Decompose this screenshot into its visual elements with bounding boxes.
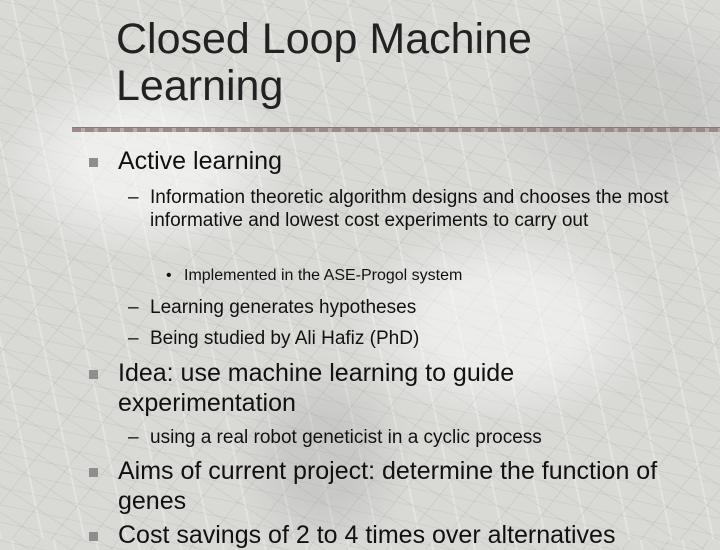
slide-title: Closed Loop Machine Learning: [116, 15, 532, 110]
bullet-square-icon: [89, 158, 98, 167]
sub-bullet-text: using a real robot geneticist in a cyclic process: [150, 427, 542, 448]
title-divider: [72, 127, 720, 132]
sub-bullet-learning-hypotheses: [128, 296, 718, 319]
dash-marker: –: [128, 427, 139, 448]
sub-bullet-text: Learning generates hypotheses: [150, 297, 417, 318]
dash-marker: –: [128, 187, 139, 208]
bullet-active-learning: Active learning: [118, 147, 282, 175]
sub-bullet-information-theoretic: [128, 186, 718, 232]
sub-sub-bullet-text: Implemented in the ASE-Progol system: [184, 267, 463, 284]
bullet-square-icon: [89, 468, 98, 477]
sub-bullet-robot-geneticist: [128, 426, 718, 449]
bullet-cost-savings: Cost savings of 2 to 4 times over alternatives: [118, 521, 616, 549]
dash-marker: –: [128, 328, 139, 349]
sub-bullet-text: Being studied by Ali Hafiz (PhD): [150, 328, 420, 349]
sub-bullet-text: Information theoretic algorithm designs and chooses the most informative and lowest cost experiments to carry out: [150, 187, 669, 231]
bullet-aims: Aims of current project: determine the function of genes: [118, 457, 658, 515]
sub-bullet-ali-hafiz: [128, 327, 718, 350]
dash-marker: –: [128, 297, 139, 318]
bullet-idea: Idea: use machine learning to guide experimentation: [118, 359, 515, 417]
dot-marker: •: [166, 267, 172, 284]
sub-sub-bullet-ase-progol: [166, 266, 716, 286]
bullet-square-icon: [89, 370, 98, 379]
